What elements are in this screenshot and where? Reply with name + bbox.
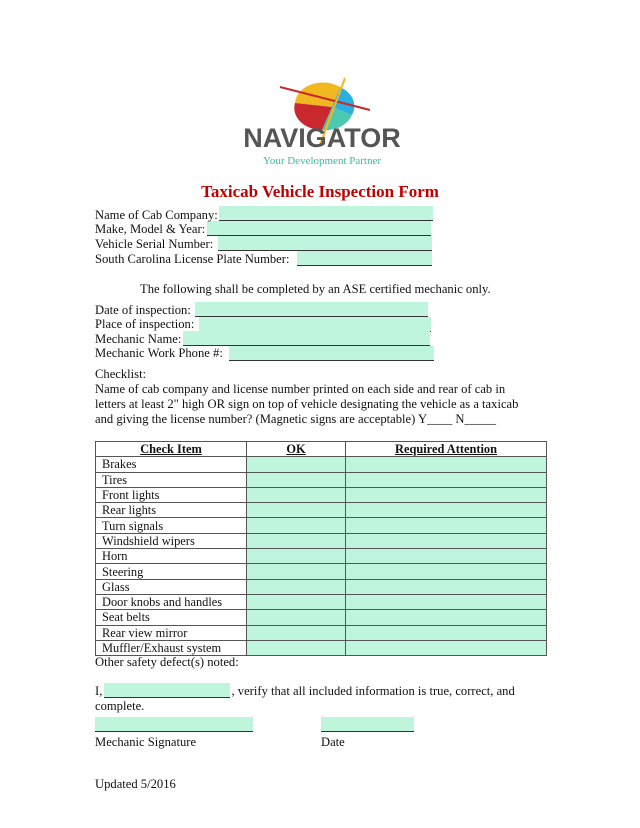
check-item: Front lights xyxy=(96,487,247,502)
mechanic-phone-field[interactable] xyxy=(229,346,434,361)
table-row xyxy=(96,533,547,548)
make-model-year-field[interactable] xyxy=(207,221,431,236)
ok-cell[interactable] xyxy=(247,594,346,609)
table-row xyxy=(96,625,547,640)
required-attention-cell[interactable] xyxy=(346,503,547,518)
table-row xyxy=(96,518,547,533)
ok-cell[interactable] xyxy=(247,625,346,640)
check-item: Tires xyxy=(96,472,247,487)
verify-post: , verify that all included information is true, correct, and xyxy=(231,684,515,698)
ase-note: The following shall be completed by an ASE certified mechanic only. xyxy=(140,282,491,296)
header-ok: OK xyxy=(247,442,346,457)
check-item: Brakes xyxy=(96,457,247,472)
table-row xyxy=(96,610,547,625)
license-plate-field[interactable] xyxy=(297,251,432,266)
check-item: Rear lights xyxy=(96,503,247,518)
date-of-inspection-field[interactable] xyxy=(195,302,428,317)
ok-cell[interactable] xyxy=(247,610,346,625)
verify-pre: I, xyxy=(95,684,106,698)
date-of-inspection-label: Date of inspection: xyxy=(95,303,191,317)
mechanic-phone-label: Mechanic Work Phone #: xyxy=(95,346,223,360)
ok-cell[interactable] xyxy=(247,487,346,502)
table-row xyxy=(96,487,547,502)
required-attention-cell[interactable] xyxy=(346,564,547,579)
logo-tagline: Your Development Partner xyxy=(262,155,382,167)
checklist-table xyxy=(95,441,547,656)
required-attention-cell[interactable] xyxy=(346,549,547,564)
compass-icon xyxy=(240,75,405,170)
table-row xyxy=(96,640,547,655)
other-defects-label: Other safety defect(s) noted: xyxy=(95,655,239,669)
check-item: Door knobs and handles xyxy=(96,594,247,609)
check-item: Glass xyxy=(96,579,247,594)
place-of-inspection-field[interactable] xyxy=(199,317,431,332)
logo-name: NAVIGATOR xyxy=(243,123,401,153)
required-attention-cell[interactable] xyxy=(346,625,547,640)
table-row xyxy=(96,579,547,594)
verify-statement xyxy=(95,684,515,699)
ok-cell[interactable] xyxy=(247,549,346,564)
table-row xyxy=(96,549,547,564)
mechanic-signature-field[interactable] xyxy=(95,717,253,732)
ok-cell[interactable] xyxy=(247,533,346,548)
navigator-logo xyxy=(240,75,405,170)
required-attention-cell[interactable] xyxy=(346,610,547,625)
updated-note: Updated 5/2016 xyxy=(95,777,176,791)
required-attention-cell[interactable] xyxy=(346,472,547,487)
ok-cell[interactable] xyxy=(247,457,346,472)
required-attention-cell[interactable] xyxy=(346,579,547,594)
check-item: Rear view mirror xyxy=(96,625,247,640)
table-row xyxy=(96,457,547,472)
check-item: Horn xyxy=(96,549,247,564)
verify-line2: complete. xyxy=(95,699,145,713)
checklist-heading: Checklist: xyxy=(95,367,147,381)
header-required-attention: Required Attention xyxy=(346,442,547,457)
check-item: Turn signals xyxy=(96,518,247,533)
required-attention-cell[interactable] xyxy=(346,518,547,533)
required-attention-cell[interactable] xyxy=(346,594,547,609)
serial-number-label: Vehicle Serial Number: xyxy=(95,237,214,251)
ok-cell[interactable] xyxy=(247,640,346,655)
required-attention-cell[interactable] xyxy=(346,487,547,502)
check-item: Seat belts xyxy=(96,610,247,625)
ok-cell[interactable] xyxy=(247,579,346,594)
required-attention-cell[interactable] xyxy=(346,533,547,548)
license-plate-label: South Carolina License Plate Number: xyxy=(95,252,290,266)
mechanic-name-label: Mechanic Name: xyxy=(95,332,182,346)
check-item: Windshield wipers xyxy=(96,533,247,548)
date-label: Date xyxy=(321,735,345,749)
cab-company-label: Name of Cab Company: xyxy=(95,208,218,222)
mechanic-signature-label: Mechanic Signature xyxy=(95,735,197,749)
table-row xyxy=(96,503,547,518)
ok-cell[interactable] xyxy=(247,564,346,579)
table-row xyxy=(96,472,547,487)
required-attention-cell[interactable] xyxy=(346,457,547,472)
place-of-inspection-label: Place of inspection: xyxy=(95,317,195,331)
ok-cell[interactable] xyxy=(247,503,346,518)
checklist-line: Name of cab company and license number printed on each side and rear of cab in xyxy=(95,382,506,396)
ok-cell[interactable] xyxy=(247,518,346,533)
checklist-line: letters at least 2" high OR sign on top of vehicle designating the vehicle as a taxicab xyxy=(95,397,519,411)
date-field[interactable] xyxy=(321,717,414,732)
check-item: Muffler/Exhaust system xyxy=(96,640,247,655)
table-row xyxy=(96,564,547,579)
mechanic-name-field[interactable] xyxy=(183,331,430,346)
table-row xyxy=(96,594,547,609)
serial-number-field[interactable] xyxy=(218,236,432,251)
checklist-line: and giving the license number? (Magnetic signs are acceptable) Y____ N_____ xyxy=(95,412,497,426)
make-model-year-label: Make, Model & Year: xyxy=(95,222,206,236)
form-title: Taxicab Vehicle Inspection Form xyxy=(201,182,439,201)
ok-cell[interactable] xyxy=(247,472,346,487)
check-item: Steering xyxy=(96,564,247,579)
header-check-item: Check Item xyxy=(96,442,247,457)
required-attention-cell[interactable] xyxy=(346,640,547,655)
cab-company-field[interactable] xyxy=(219,206,433,221)
